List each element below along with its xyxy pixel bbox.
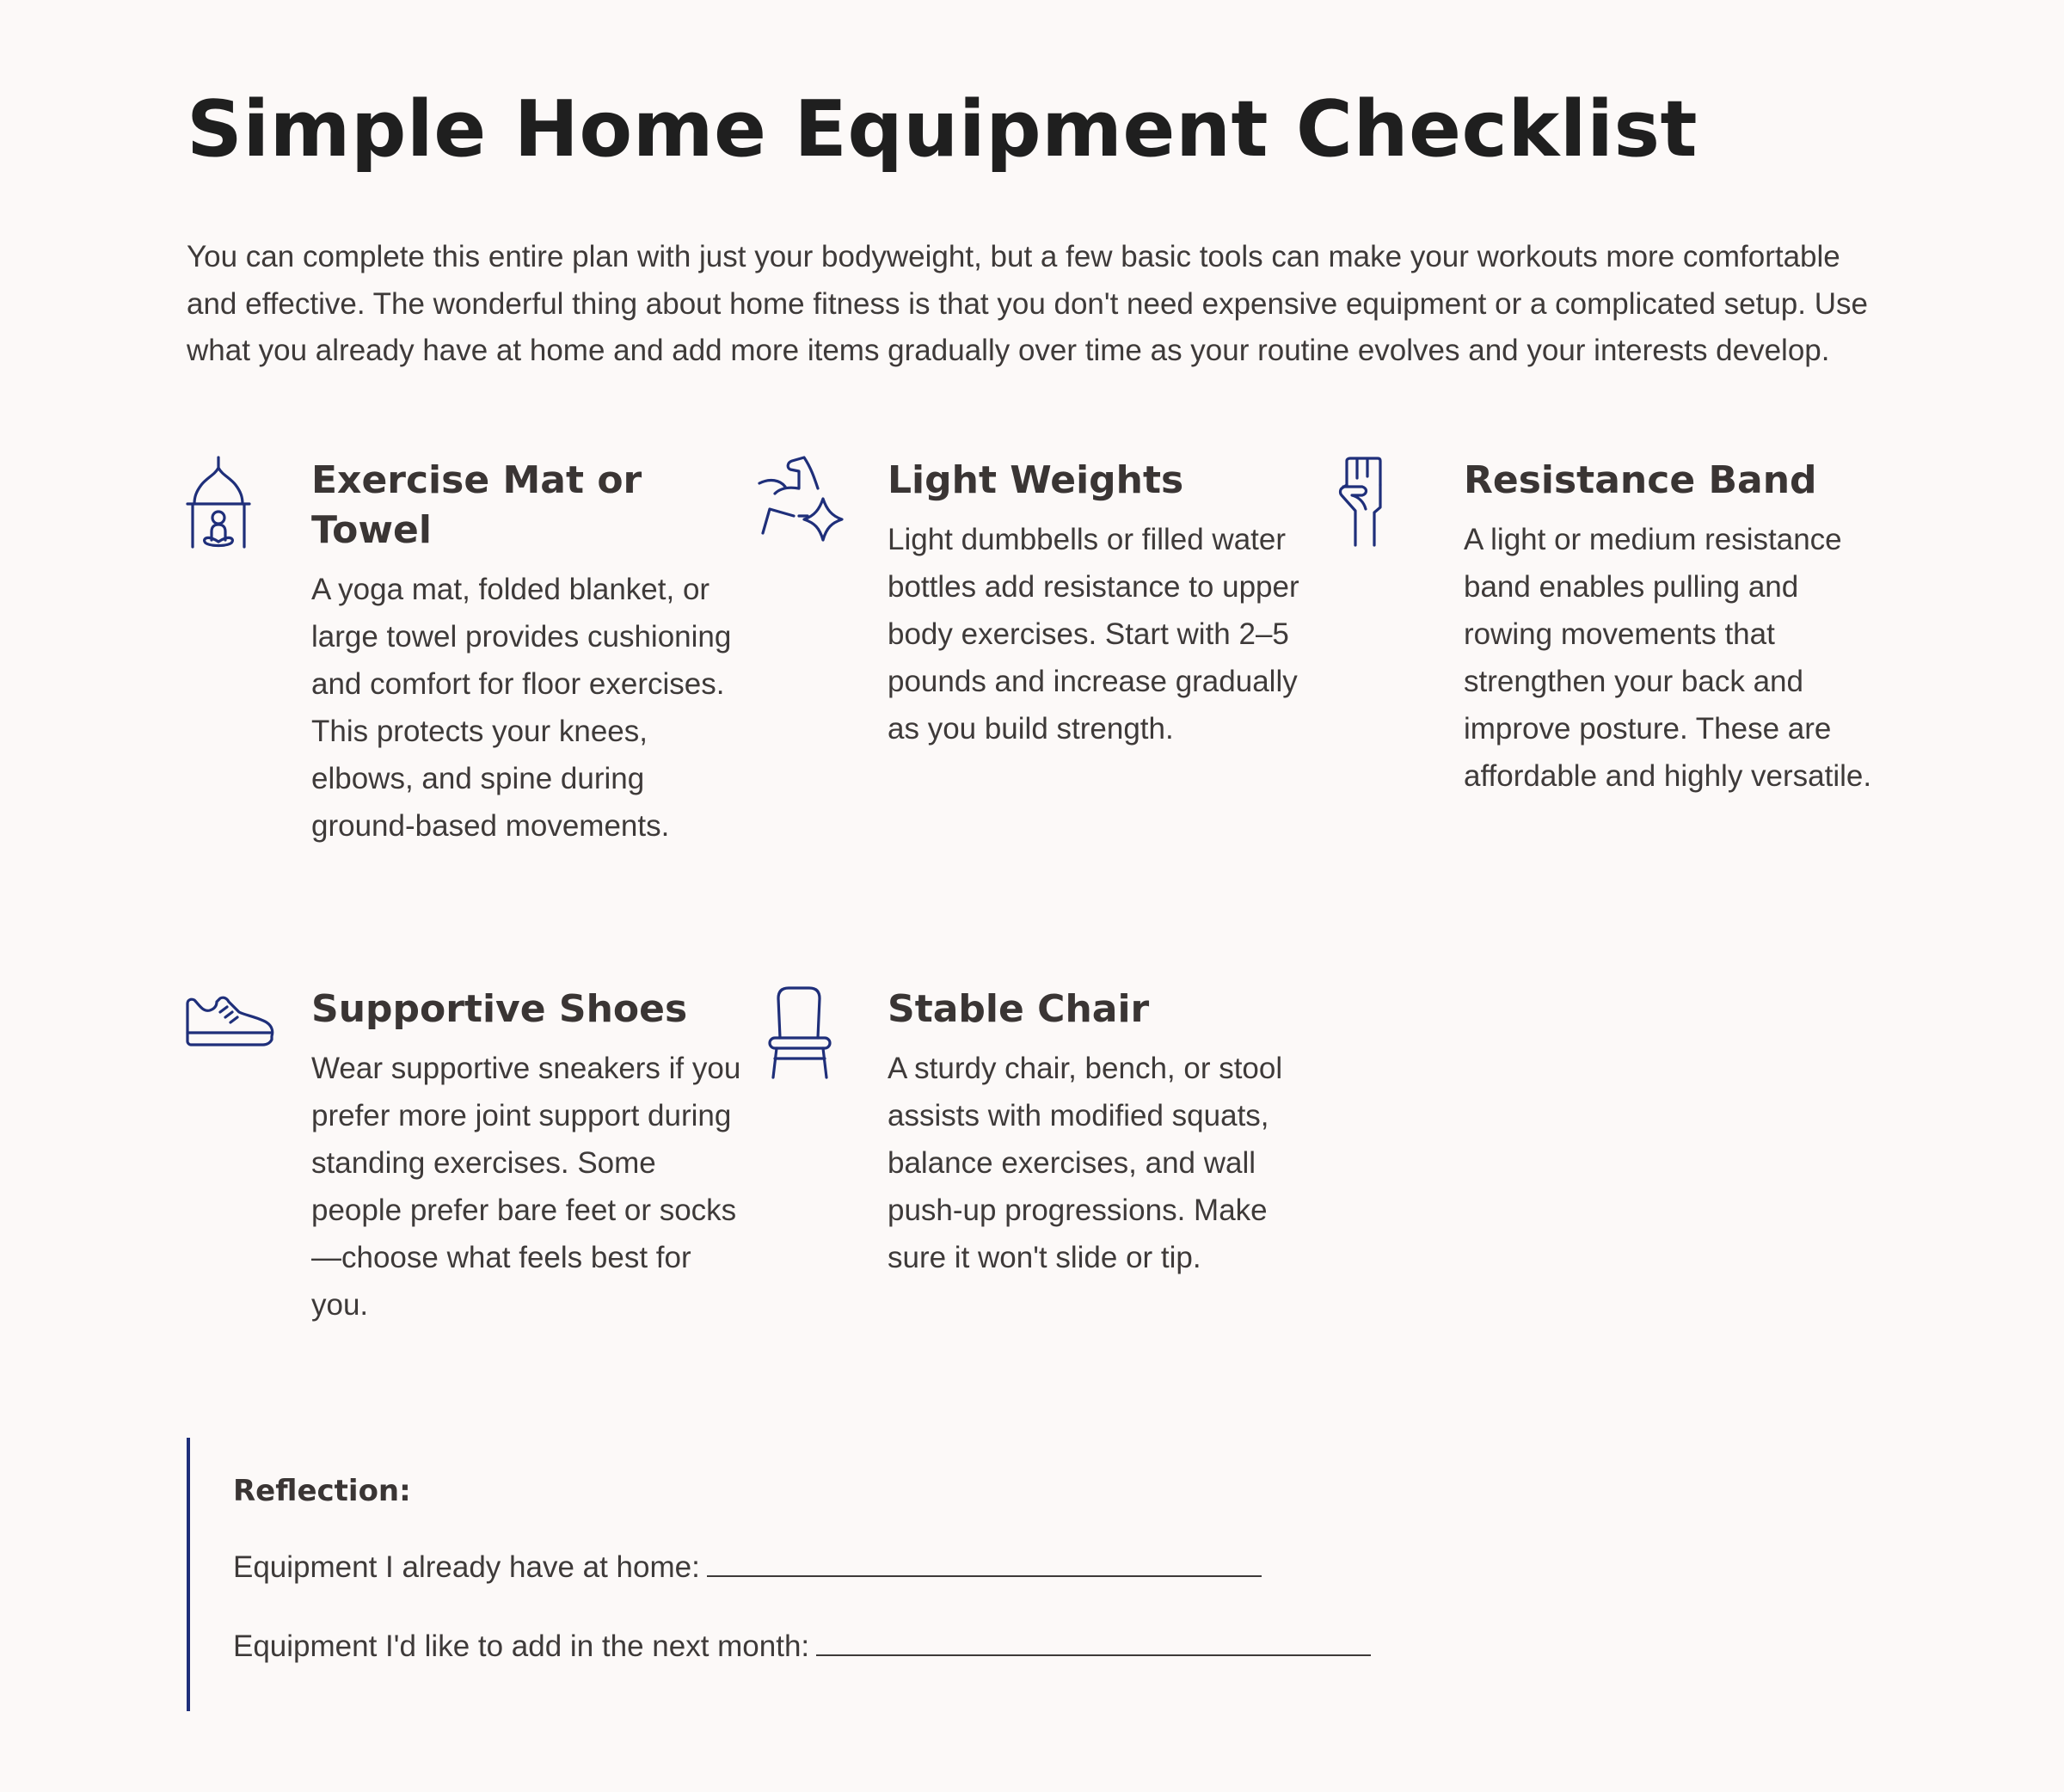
- item-text: [888, 985, 1318, 1281]
- item-description: Light dumbbells or filled water bottles add resistance to upper body exercises. Start with 2–5 pounds and increase gradually as you build strength.: [888, 523, 1299, 746]
- fill-in-blank[interactable]: [707, 1550, 1262, 1577]
- page-title: Simple Home Equipment Checklist: [187, 84, 1698, 175]
- item-title: Exercise Mat or Towel: [311, 458, 642, 552]
- item-title: Stable Chair: [888, 987, 1150, 1031]
- item-text: [311, 985, 741, 1329]
- flexed-bicep-sparkle-icon: [754, 456, 849, 550]
- chair-icon: [754, 985, 849, 1079]
- item-text: [888, 456, 1318, 752]
- intro-paragraph: You can complete this entire plan with just your bodyweight, but a few basic tools can make your workouts more comfortable and effective. The wonderful thing about home fitness is that you don't need expensive equipment or a complicated setup. Use what you already have at home and add more items gradually over time as your routine evolves and your interests develop.: [187, 240, 1868, 367]
- item-title: Resistance Band: [1464, 458, 1817, 502]
- item-description: A light or medium resistance band enables pulling and rowing movements that strengthen your back and improve posture. These are affordable and highly versatile.: [1464, 523, 1872, 793]
- item-text: [311, 456, 741, 850]
- prompt-text: Equipment I already have at home:: [233, 1550, 700, 1584]
- meditation-shelter-icon: [182, 456, 277, 550]
- reflection-prompt-current-equipment: [233, 1550, 1262, 1585]
- item-title: Light Weights: [888, 458, 1184, 502]
- item-description: A sturdy chair, bench, or stool assists with modified squats, balance exercises, and wall push-up progressions. Make sure it won't slide or tip.: [888, 1052, 1283, 1274]
- prompt-text: Equipment I'd like to add in the next month:: [233, 1629, 810, 1663]
- item-title: Supportive Shoes: [311, 987, 688, 1031]
- item-description: Wear supportive sneakers if you prefer more joint support during standing exercises. Some people prefer bare feet or socks—choose what feels best for you.: [311, 1052, 741, 1322]
- sneaker-icon: [182, 985, 277, 1079]
- reflection-box: [187, 1438, 1566, 1711]
- reflection-label: Reflection:: [233, 1474, 411, 1508]
- item-text: [1464, 456, 1894, 800]
- item-description: A yoga mat, folded blanket, or large towel provides cushioning and comfort for floor exercises. This protects your knees, elbows, and spine during ground-based movements.: [311, 573, 732, 843]
- fill-in-blank[interactable]: [816, 1629, 1371, 1656]
- raised-fist-icon: [1335, 456, 1429, 550]
- reflection-prompt-future-equipment: [233, 1629, 1371, 1664]
